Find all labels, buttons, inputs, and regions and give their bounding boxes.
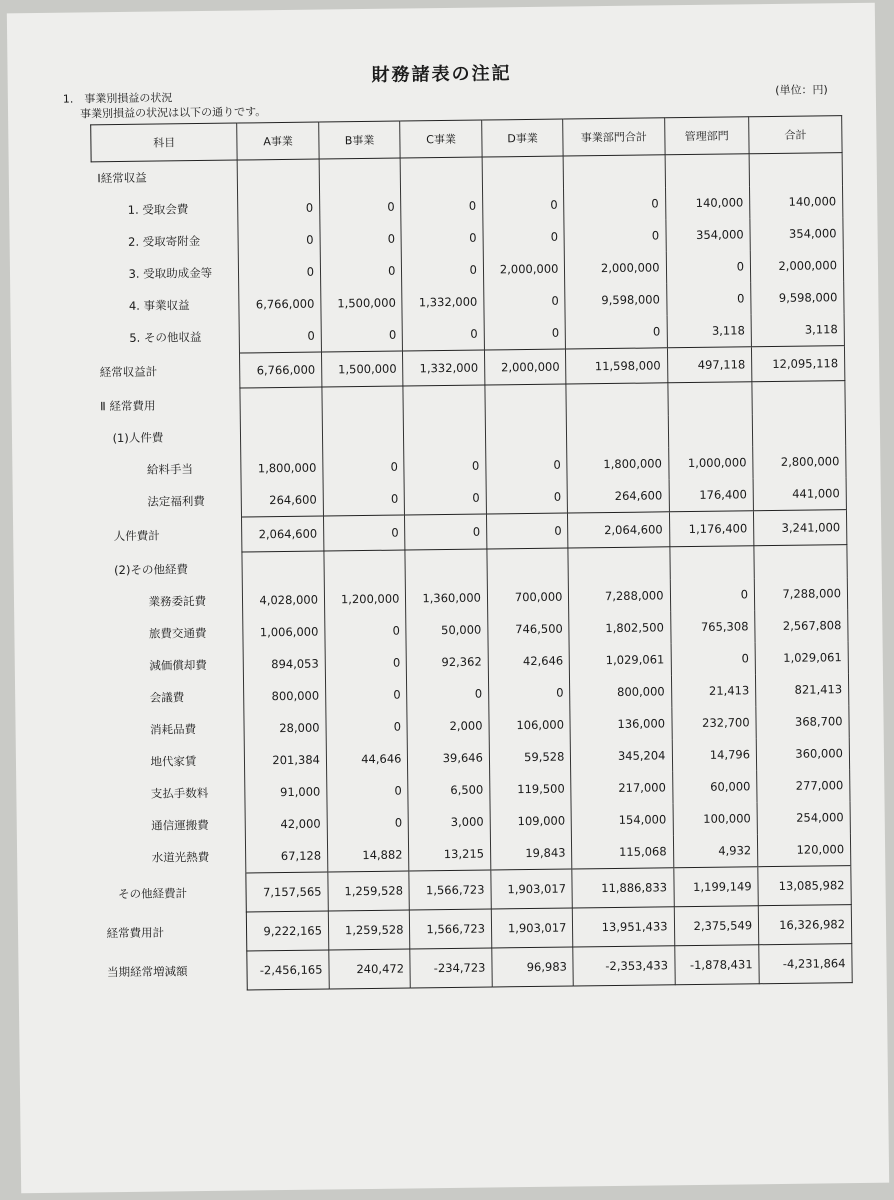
value-cell: 1,200,000	[324, 583, 406, 616]
value-cell: 360,000	[756, 737, 849, 770]
value-cell: 67,128	[246, 839, 328, 872]
value-cell: 1,029,061	[569, 643, 670, 676]
value-cell: -1,878,431	[674, 945, 759, 985]
value-cell: 1,199,149	[673, 867, 758, 907]
value-cell: 254,000	[757, 801, 850, 834]
value-cell: 42,000	[246, 807, 328, 840]
value-cell: 217,000	[571, 771, 672, 804]
value-cell: 0	[484, 317, 566, 350]
value-cell	[242, 551, 324, 584]
value-cell: 0	[482, 189, 564, 222]
value-cell: 1,332,000	[402, 286, 484, 319]
value-cell: 800,000	[570, 675, 671, 708]
value-cell: 0	[321, 319, 403, 352]
value-cell	[669, 546, 754, 580]
value-cell: 1,006,000	[243, 616, 325, 649]
value-cell: 0	[405, 482, 487, 515]
header-cell: B事業	[319, 121, 401, 159]
value-cell: 0	[670, 578, 755, 611]
value-cell: 232,700	[671, 706, 756, 739]
value-cell: 354,000	[665, 218, 750, 251]
value-cell: 345,204	[571, 739, 672, 772]
value-cell	[667, 382, 752, 416]
value-cell: 11,886,833	[572, 868, 674, 908]
value-cell: 0	[488, 677, 570, 710]
value-cell: 0	[401, 190, 483, 223]
value-cell: 0	[327, 775, 409, 808]
document-page	[7, 3, 889, 1194]
value-cell: 109,000	[490, 805, 572, 838]
value-cell: 1,903,017	[491, 908, 573, 948]
value-cell: 16,326,982	[758, 905, 851, 945]
row-label: 水道光熱費	[151, 850, 210, 865]
value-cell: 0	[238, 192, 320, 225]
value-cell: 2,000,000	[750, 249, 843, 282]
value-cell: 7,288,000	[754, 577, 847, 610]
row-label: 給料手当	[146, 462, 193, 477]
value-cell: 0	[239, 256, 321, 289]
value-cell: 0	[320, 255, 402, 288]
row-label: 法定福利費	[147, 494, 205, 509]
value-cell: 7,157,565	[246, 872, 328, 912]
value-cell: 0	[320, 223, 402, 256]
value-cell: 140,000	[750, 185, 843, 218]
value-cell: 0	[323, 515, 405, 551]
page-title: 財務諸表の注記	[371, 63, 512, 86]
value-cell: 1,259,528	[328, 871, 410, 911]
value-cell: 240,472	[329, 949, 411, 989]
value-cell: 354,000	[750, 217, 843, 250]
value-cell: 2,567,808	[755, 609, 848, 642]
value-cell: 0	[486, 513, 568, 549]
value-cell: 42,646	[488, 645, 570, 678]
value-cell: 277,000	[757, 769, 850, 802]
value-cell: 12,095,118	[752, 346, 845, 382]
value-cell: 176,400	[669, 478, 754, 512]
value-cell: 264,600	[567, 479, 668, 513]
row-label: その他経費計	[118, 886, 188, 902]
value-cell	[752, 413, 845, 446]
row-label: (1)人件費	[112, 430, 164, 446]
row-label: 地代家賃	[150, 754, 197, 769]
value-cell: 21,413	[671, 674, 756, 707]
value-cell: 140,000	[665, 186, 750, 219]
row-label: 当期経常増減額	[106, 964, 188, 980]
value-cell: 115,068	[572, 835, 673, 869]
value-cell	[566, 383, 667, 417]
value-cell: 264,600	[242, 484, 324, 517]
value-cell: -2,456,165	[247, 950, 329, 990]
value-cell	[322, 419, 404, 452]
value-cell: 50,000	[406, 614, 488, 647]
value-cell	[485, 384, 567, 417]
value-cell: 1,000,000	[668, 446, 753, 479]
row-label: 旅費交通費	[148, 625, 207, 641]
value-cell	[568, 547, 669, 581]
row-label: 業務委託費	[148, 593, 207, 609]
value-cell	[403, 385, 485, 418]
row-label: 3. 受取助成金等	[128, 265, 213, 281]
value-cell: 0	[323, 451, 405, 484]
row-label: 減価償却費	[149, 657, 207, 673]
value-cell: 13,085,982	[758, 866, 851, 906]
value-cell	[482, 156, 564, 189]
value-cell	[319, 158, 401, 191]
value-cell: 3,000	[408, 806, 490, 839]
row-label: 4. 事業収益	[128, 298, 190, 313]
row-label: 経常収益計	[99, 364, 158, 380]
row-label: 経常費用計	[106, 925, 165, 941]
value-cell: 44,646	[326, 743, 408, 776]
unit-label: (単位：円)	[775, 83, 828, 97]
value-cell: 28,000	[244, 712, 326, 745]
row-label: Ⅰ経常収益	[97, 170, 147, 186]
value-cell: 0	[238, 224, 320, 257]
value-cell: 1,566,723	[409, 870, 491, 910]
value-cell: 136,000	[570, 707, 671, 740]
value-cell	[485, 417, 567, 450]
value-cell: 0	[564, 187, 665, 220]
value-cell: 4,028,000	[243, 584, 325, 617]
value-cell: 1,800,000	[567, 447, 668, 480]
header-cell: A事業	[237, 122, 319, 160]
value-cell: 1,029,061	[755, 641, 848, 674]
value-cell: 2,000,000	[483, 253, 565, 286]
value-cell: 800,000	[244, 680, 326, 713]
value-cell: 2,000,000	[484, 349, 566, 385]
value-cell	[240, 387, 322, 420]
value-cell	[238, 159, 320, 192]
value-cell: 9,598,000	[565, 283, 666, 316]
value-cell: 441,000	[753, 477, 846, 511]
value-cell: 92,362	[407, 646, 489, 679]
value-cell: 1,500,000	[321, 287, 403, 320]
value-cell	[564, 155, 665, 189]
value-cell	[754, 545, 847, 579]
value-cell: 13,215	[409, 838, 491, 871]
value-cell: 11,598,000	[566, 348, 668, 384]
value-cell: 0	[319, 191, 401, 224]
value-cell	[752, 381, 845, 415]
header-cell: 管理部門	[664, 117, 749, 155]
value-cell: 201,384	[245, 743, 327, 776]
value-cell: 7,288,000	[569, 579, 670, 612]
header-cell: 科目	[91, 123, 238, 162]
value-cell: 765,308	[670, 610, 755, 643]
value-cell: 4,932	[673, 834, 758, 868]
value-cell: 14,796	[672, 738, 757, 771]
value-cell: 119,500	[490, 773, 572, 806]
value-cell: 0	[486, 449, 568, 482]
row-label: 通信運搬費	[151, 817, 209, 833]
value-cell	[405, 549, 487, 582]
value-cell: 368,700	[756, 705, 849, 738]
value-cell: 6,500	[408, 774, 490, 807]
value-cell: 1,802,500	[569, 611, 670, 644]
value-cell: 2,000	[407, 710, 489, 743]
value-cell: 3,241,000	[754, 510, 847, 546]
table-row	[101, 944, 852, 992]
header-cell: C事業	[400, 120, 482, 158]
value-cell: 0	[407, 678, 489, 711]
row-label: 2. 受取寄附金	[128, 234, 201, 249]
value-cell: 154,000	[571, 803, 672, 836]
value-cell: 0	[666, 250, 751, 283]
value-cell: 2,064,600	[242, 516, 324, 552]
header-cell: 事業部門合計	[563, 118, 665, 156]
value-cell: 821,413	[756, 673, 849, 706]
value-cell: 3,118	[751, 313, 844, 347]
section-note: 事業別損益の状況は以下の通りです。	[79, 105, 267, 121]
value-cell: 6,766,000	[239, 288, 321, 321]
value-cell: 1,176,400	[669, 511, 754, 547]
header-cell: 合計	[749, 116, 842, 154]
value-cell: 497,118	[667, 347, 752, 383]
value-cell: 2,375,549	[674, 906, 759, 946]
value-cell	[665, 154, 750, 188]
value-cell: 91,000	[245, 775, 327, 808]
value-cell: 0	[401, 222, 483, 255]
value-cell: 1,566,723	[410, 909, 492, 949]
header-cell: D事業	[482, 119, 564, 157]
value-cell: 9,222,165	[247, 911, 329, 951]
value-cell: 0	[404, 450, 486, 483]
value-cell: 2,800,000	[753, 445, 846, 478]
value-cell: 9,598,000	[751, 281, 844, 314]
value-cell	[567, 415, 668, 448]
value-cell: 0	[484, 285, 566, 318]
value-cell: 746,500	[488, 613, 570, 646]
value-cell	[324, 550, 406, 583]
value-cell: 0	[327, 806, 409, 839]
value-cell: 14,882	[327, 838, 409, 871]
value-cell: 0	[486, 481, 568, 514]
value-cell: 0	[325, 647, 407, 680]
value-cell: 39,646	[408, 742, 490, 775]
value-cell: 19,843	[490, 837, 572, 870]
value-cell: 59,528	[489, 741, 571, 774]
value-cell: 0	[666, 282, 751, 315]
value-cell: 1,259,528	[328, 910, 410, 950]
value-cell: 700,000	[487, 581, 569, 614]
value-cell: 1,800,000	[241, 452, 323, 485]
row-label: 支払手数料	[150, 785, 209, 801]
row-label: (2)その他経費	[114, 561, 189, 577]
row-label: Ⅱ 経常費用	[100, 398, 156, 413]
value-cell: 0	[564, 219, 665, 252]
value-cell	[401, 157, 483, 190]
value-cell: 0	[403, 318, 485, 351]
value-cell: -234,723	[410, 948, 492, 988]
value-cell: 894,053	[244, 648, 326, 681]
row-label: 人件費計	[113, 528, 160, 544]
value-cell	[668, 414, 753, 447]
row-label: 消耗品費	[150, 722, 197, 737]
value-cell: 0	[240, 320, 322, 353]
section-heading: 1. 事業別損益の状況	[62, 91, 173, 106]
value-cell: 0	[325, 679, 407, 712]
value-cell	[749, 153, 842, 187]
value-cell: 60,000	[672, 770, 757, 803]
value-cell: 1,500,000	[321, 351, 403, 387]
value-cell: 106,000	[489, 709, 571, 742]
row-label: 1. 受取会費	[127, 202, 189, 217]
value-cell: 6,766,000	[240, 352, 322, 388]
value-cell: 0	[402, 254, 484, 287]
value-cell	[322, 386, 404, 419]
value-cell: 2,000,000	[565, 251, 666, 284]
value-cell: 1,903,017	[491, 869, 573, 909]
value-cell: 0	[565, 315, 666, 349]
value-cell: 13,951,433	[573, 907, 675, 947]
value-cell: -2,353,433	[573, 946, 675, 986]
value-cell: 0	[483, 221, 565, 254]
value-cell: 0	[671, 642, 756, 675]
value-cell: 120,000	[758, 833, 851, 867]
value-cell: 0	[323, 483, 405, 516]
value-cell	[241, 420, 323, 453]
value-cell: 1,360,000	[406, 582, 488, 615]
value-cell: 3,118	[667, 314, 752, 348]
value-cell: -4,231,864	[759, 944, 852, 984]
value-cell	[487, 548, 569, 581]
value-cell: 1,332,000	[403, 350, 485, 386]
value-cell: 96,983	[492, 947, 574, 987]
value-cell: 100,000	[673, 802, 758, 835]
profit-loss-table	[90, 115, 853, 992]
value-cell: 0	[405, 514, 487, 550]
value-cell: 0	[325, 615, 407, 648]
value-cell	[404, 418, 486, 451]
value-cell: 0	[326, 711, 408, 744]
value-cell: 2,064,600	[568, 512, 670, 548]
row-label: 会議費	[149, 690, 185, 705]
row-label: 5. その他収益	[129, 330, 202, 346]
